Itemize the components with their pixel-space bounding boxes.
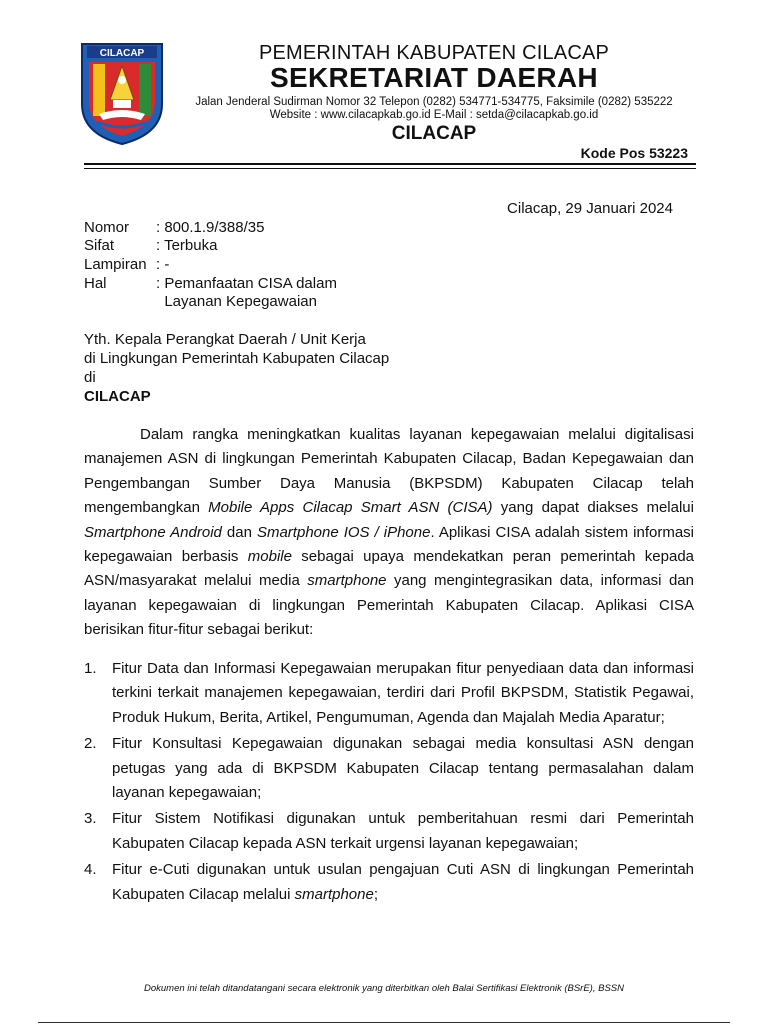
text-run: yang dapat diakses melalui [492, 499, 694, 517]
text-run: dan [221, 523, 257, 541]
meta-key: Sifat [84, 237, 115, 254]
text-run-italic: mobile [247, 548, 292, 566]
letter-date: Cilacap, 29 Januari 2024 [507, 200, 673, 217]
recipient-city: CILACAP [84, 388, 151, 405]
list-number: 3. [84, 810, 97, 828]
feature-list [84, 657, 694, 909]
meta-key: Lampiran [84, 256, 147, 273]
text-run: yang mengintegrasikan data, informasi dan layanan kepegawaian di lingkungan Pemerintah Kabupaten Cilacap. Aplikasi CISA berisikan fitur-fitur sebagai berikut: [84, 572, 694, 639]
meta-key: Nomor [84, 219, 130, 236]
recipient-line: di Lingkungan Pemerintah Kabupaten Cilacap [84, 350, 390, 367]
meta-value: : Pemanfaatan CISA dalam [156, 275, 337, 292]
list-text: Fitur Sistem Notifikasi digunakan untuk pemberitahuan resmi dari Pemerintah Kabupaten Cilacap kepada ASN terkait urgensi layanan kepegawaian; [112, 810, 694, 852]
cilacap-coat-of-arms-logo [79, 42, 165, 146]
list-number: 4. [84, 861, 97, 879]
postal-code: Kode Pos 53223 [580, 145, 688, 161]
meta-value: Layanan Kepegawaian [156, 293, 317, 310]
letterhead-city: CILACAP [391, 123, 477, 144]
text-run-italic: Mobile Apps Cilacap Smart ASN (CISA) [208, 499, 493, 517]
letterhead-office: SEKRETARIAT DAERAH [270, 62, 598, 93]
text-run-italic: smartphone [307, 572, 387, 590]
recipient-line: di [84, 369, 96, 386]
letterhead-government: PEMERINTAH KABUPATEN CILACAP [258, 42, 610, 64]
footer-rule [38, 1022, 730, 1023]
list-text [112, 861, 694, 902]
list-item [84, 657, 694, 730]
list-text: Fitur Konsultasi Kepegawaian digunakan sebagai media konsultasi ASN dengan petugas yang ada di BKPSDM Kabupaten Cilacap tentang permasalahan dalam layanan kepegawaian; [112, 735, 694, 802]
header-rule-thick [84, 163, 696, 165]
text-run: . Aplikasi CISA adalah sistem informasi kepegawaian berbasis [84, 523, 695, 566]
letterhead-contact: Website : www.cilacapkab.go.id E-Mail : setda@cilacapkab.go.id [269, 109, 599, 121]
svg-text:CILACAP: CILACAP [99, 48, 145, 59]
list-item [84, 858, 694, 907]
header-rule-thin [84, 168, 696, 169]
text-run-italic: Smartphone Android [84, 523, 222, 541]
list-item [84, 732, 694, 805]
text-run-italic: smartphone [294, 885, 374, 903]
list-number: 1. [84, 660, 97, 677]
list-number: 2. [84, 735, 97, 753]
list-text: Fitur Data dan Informasi Kepegawaian merupakan fitur penyediaan data dan informasi terkini terkait manajemen kepegawaian, terdiri dari Profil BKPSDM, Statistik Pegawai, Produk Hukum, Berita, Artikel, Pengumuman, Agenda dan Majalah Media Aparatur; [112, 660, 694, 726]
meta-key: Hal [84, 275, 107, 292]
body-paragraph [84, 423, 694, 643]
text-run: Dalam rangka meningkatkan kualitas layanan kepegawaian melalui digitalisasi manajemen ASN di lingkungan Pemerintah Kabupaten Cilacap, Badan Kepegawaian dan Pengembangan Sumber Daya Manusia (BKPSDM) Kabupaten Cilacap telah mengembangkan [84, 426, 694, 517]
text-run: sebagai upaya mendekatkan peran pemerintah kepada ASN/masyarakat melalui media [84, 548, 694, 590]
meta-value: : - [156, 256, 170, 273]
letterhead-address: Jalan Jenderal Sudirman Nomor 32 Telepon (0282) 534771-534775, Faksimile (0282) 535222 [195, 96, 673, 108]
text-run: ; [373, 885, 379, 903]
recipient-line: Yth. Kepala Perangkat Daerah / Unit Kerja [84, 331, 366, 348]
text-run: Fitur e-Cuti digunakan untuk usulan pengajuan Cuti ASN di lingkungan Pemerintah Kabupaten Cilacap melalui [112, 861, 694, 903]
meta-value: : Terbuka [156, 237, 218, 254]
text-run-italic: Smartphone IOS / iPhone [256, 523, 431, 541]
list-item [84, 807, 694, 856]
meta-value: : 800.1.9/388/35 [156, 219, 265, 236]
e-signature-footer: Dokumen ini telah ditandatangani secara elektronik yang diterbitkan oleh Balai Sertifikasi Elektronik (BSrE), BSSN [144, 983, 624, 994]
recipient-block [84, 330, 389, 406]
